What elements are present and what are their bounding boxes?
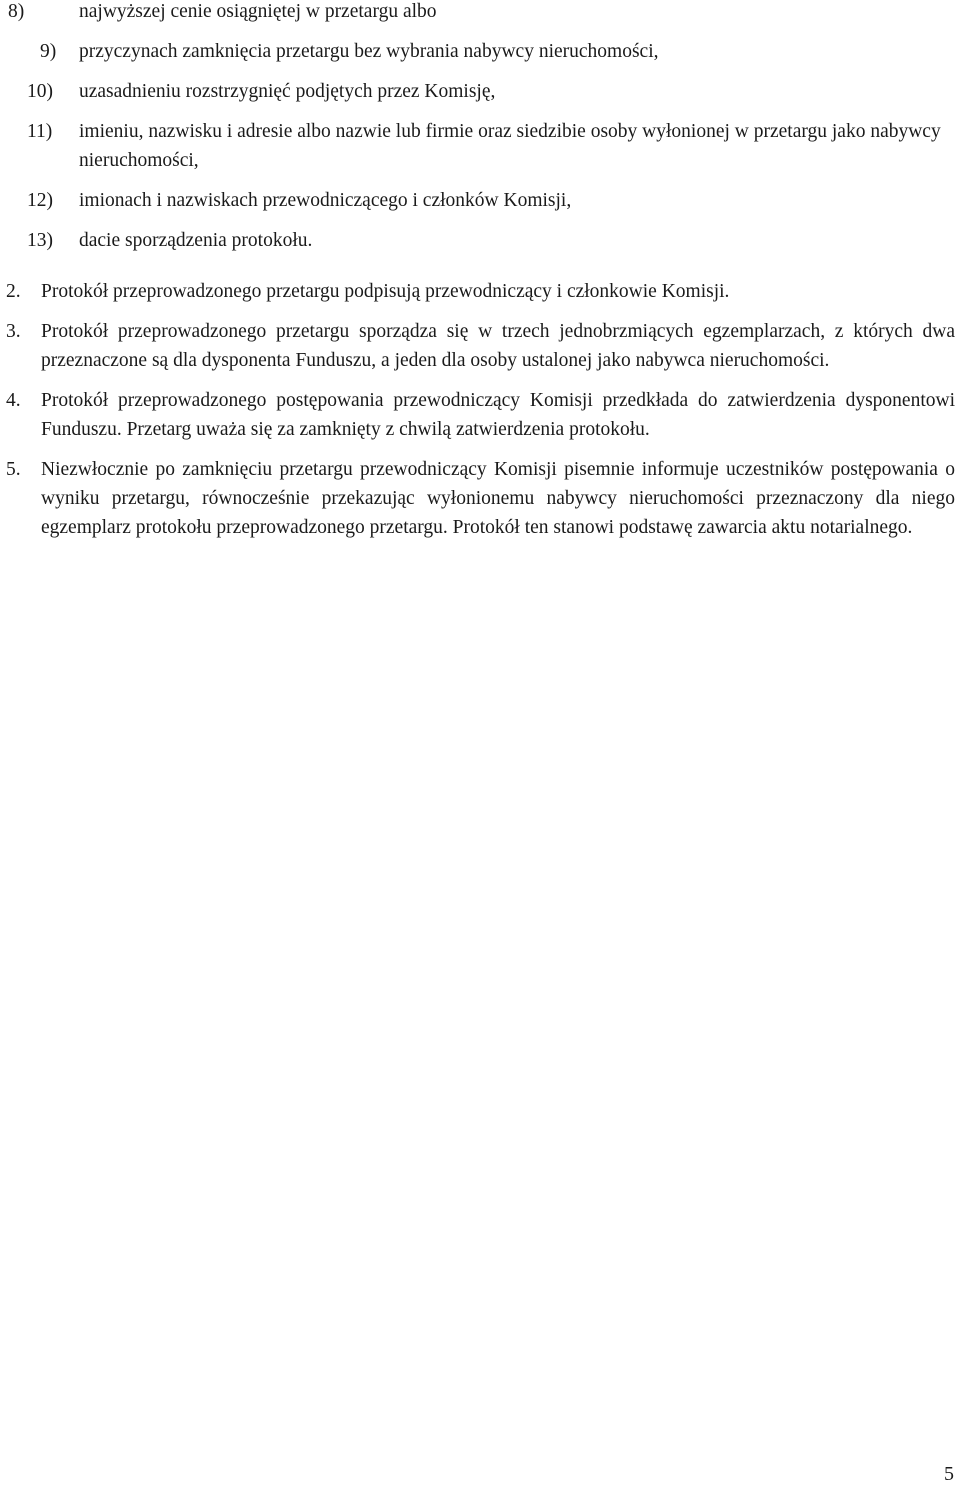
paragraph	[0, 386, 960, 444]
list-item-text: dacie sporządzenia protokołu.	[79, 230, 313, 251]
list-item-text: imieniu, nazwisku i adresie albo nazwie lub firmie oraz siedzibie osoby wyłonionej w przetargu jako nabywcy nieruchomości,	[79, 121, 941, 171]
list-item-number: 10)	[27, 81, 53, 102]
list-item	[0, 0, 960, 26]
list-item-text: imionach i nazwiskach przewodniczącego i członków Komisji,	[79, 190, 572, 211]
paragraph-number: 3.	[6, 321, 21, 342]
protocol-contents-list	[0, 0, 960, 255]
list-item-number: 13)	[27, 230, 53, 251]
paragraph	[0, 277, 960, 306]
list-item	[0, 186, 960, 215]
paragraph-number: 2.	[6, 281, 21, 302]
list-item-number: 8)	[8, 1, 25, 22]
list-item-text: uzasadnieniu rozstrzygnięć podjętych przez Komisję,	[79, 81, 496, 102]
list-item-number: 11)	[27, 121, 53, 142]
list-item	[0, 37, 960, 66]
paragraph	[0, 317, 960, 375]
paragraph-text: Protokół przeprowadzonego przetargu podpisują przewodniczący i członkowie Komisji.	[41, 281, 730, 302]
paragraph-number: 5.	[6, 459, 21, 480]
list-item-number: 9)	[40, 41, 57, 62]
paragraph-text: Niezwłocznie po zamknięciu przetargu przewodniczący Komisji pisemnie informuje uczestników postępowania o wyniku przetargu, równocześnie przekazując wyłonionemu nabywcy nieruchomości przeznaczony dla niego egzemplarz protokołu przeprowadzonego przetargu. Protokół ten stanowi podstawę zawarcia aktu notarialnego.	[41, 459, 955, 538]
page-number: 5	[944, 1463, 954, 1485]
paragraph-text: Protokół przeprowadzonego przetargu sporządza się w trzech jednobrzmiących egzemplarzach, z których dwa przeznaczone są dla dysponenta Funduszu, a jeden dla osoby ustalonej jako nabywca nieruchomości.	[41, 321, 955, 371]
list-item	[0, 77, 960, 106]
list-item-text: przyczynach zamknięcia przetargu bez wybrania nabywcy nieruchomości,	[79, 41, 659, 62]
paragraph	[0, 455, 960, 542]
list-item	[0, 117, 960, 175]
paragraph-number: 4.	[6, 390, 21, 411]
list-item-number: 12)	[27, 190, 53, 211]
section-paragraphs	[0, 277, 960, 542]
list-item-text: najwyższej cenie osiągniętej w przetargu albo	[79, 1, 437, 22]
paragraph-text: Protokół przeprowadzonego postępowania przewodniczący Komisji przedkłada do zatwierdzenia dysponentowi Funduszu. Przetarg uważa się za zamknięty z chwilą zatwierdzenia protokołu.	[41, 390, 955, 440]
list-item	[0, 226, 960, 255]
